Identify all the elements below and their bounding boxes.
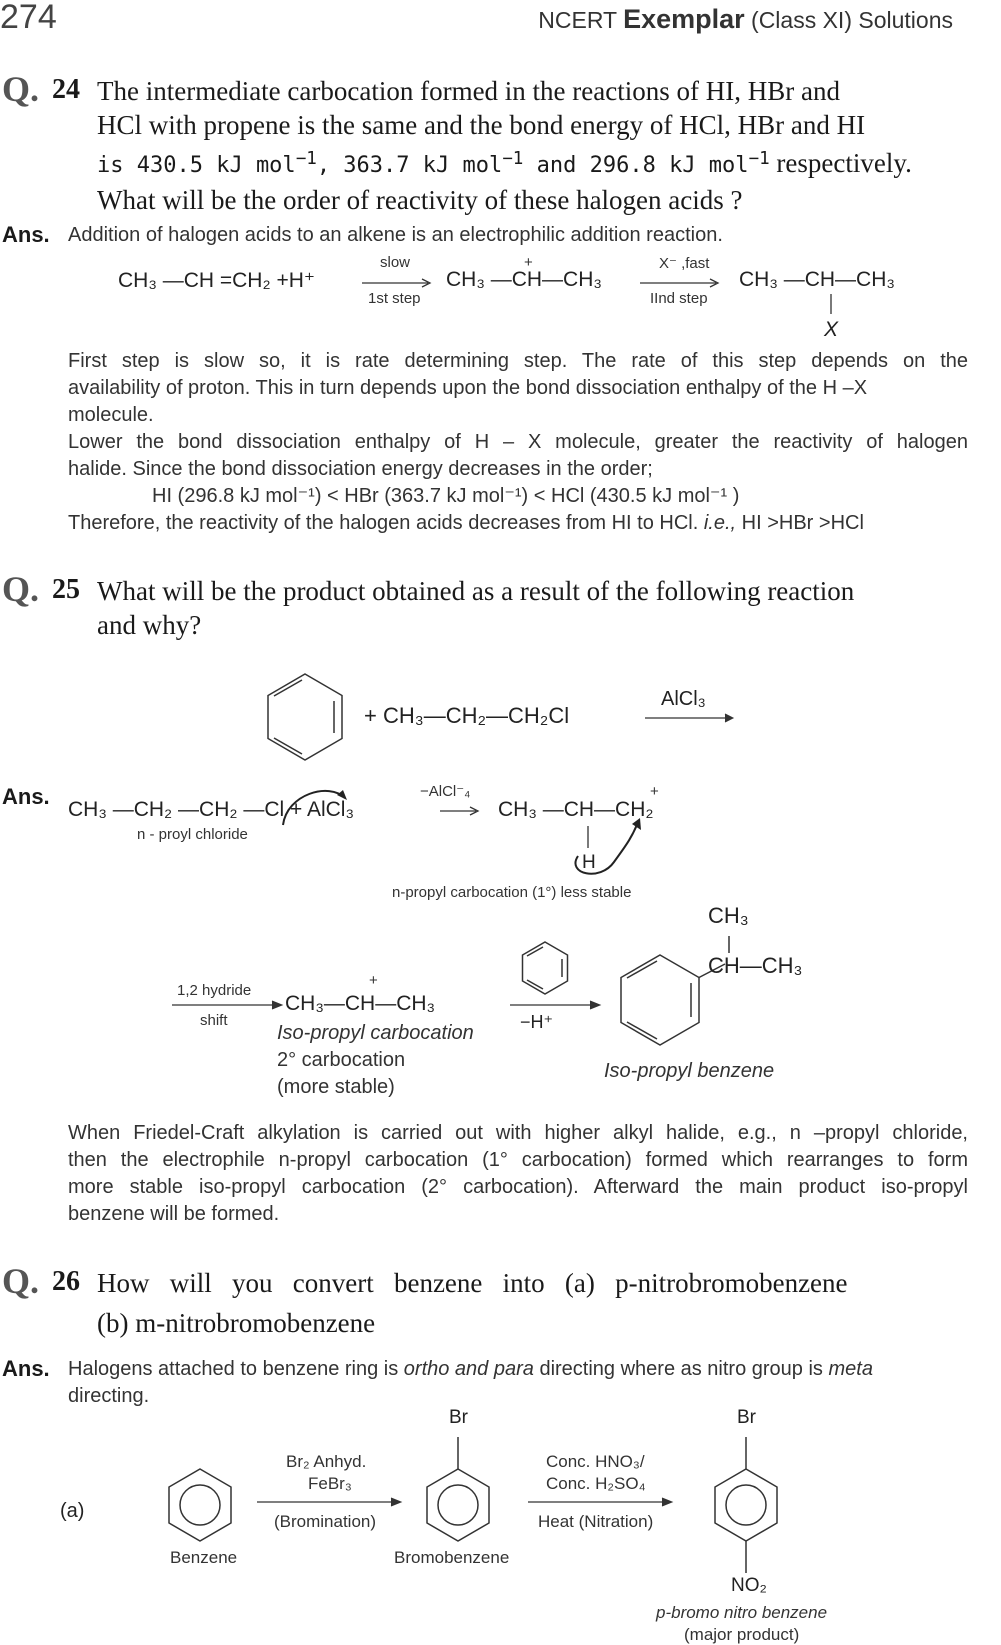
q25-step2-bottom: shift	[200, 1012, 228, 1029]
q25-step1-h: H	[582, 852, 596, 873]
q26-step1-arrow	[257, 1502, 258, 1503]
q25-hydride-bond	[588, 826, 589, 827]
q24-ans-label: Ans.	[2, 222, 50, 247]
q24-exp2: −1	[502, 149, 524, 169]
q26-product-ring	[746, 1505, 747, 1506]
q24-mark: Q.	[2, 69, 40, 109]
q25-ans-label: Ans.	[2, 784, 50, 809]
header-prefix: NCERT	[538, 7, 624, 33]
q26-ans-line2: directing.	[68, 1385, 150, 1407]
q24-product: CH₃ —CH—CH₃	[739, 268, 895, 291]
q25-number: 25	[52, 574, 80, 605]
q25-para	[68, 1120, 968, 1228]
q24-energy-post: respectively.	[769, 148, 912, 178]
q24-bond	[831, 294, 832, 295]
q24-step1-bottom: 1st step	[368, 290, 421, 307]
q25-step2-label2: 2° carbocation	[277, 1049, 406, 1071]
q25-step2-label3: (more stable)	[277, 1076, 395, 1098]
q24-step2-bottom: IInd step	[650, 290, 708, 307]
q25-final-side: CH—CH₃	[708, 953, 803, 978]
q25-product-ring	[660, 1000, 661, 1001]
q24-para1-line3: molecule.	[68, 404, 154, 426]
q26-step2-arrow	[528, 1502, 529, 1503]
q25-step1-arrow	[440, 811, 441, 812]
q25-step1-reactant: CH₃ —CH₂ —CH₂ —Cl + AlCl₃	[68, 798, 355, 821]
q25-reactant-label: n - proyl chloride	[137, 826, 248, 843]
q25-step1-product-label: n-propyl carbocation (1°) less stable	[392, 884, 632, 901]
q24-line2: HCl with propene is the same and the bond energy of HCl, HBr and HI	[97, 110, 866, 140]
q24-reactant: CH₃ —CH =CH₂ +H⁺	[118, 269, 315, 292]
q26-ans-text	[68, 1356, 968, 1410]
q24-arrow2	[640, 283, 641, 284]
q26-br-label: Br	[449, 1407, 468, 1428]
header-suffix: (Class XI) Solutions	[744, 7, 953, 33]
header-bold: Exemplar	[623, 4, 745, 34]
q25-reagent: + CH₃—CH₂—CH₂Cl	[364, 703, 570, 728]
q24-question	[97, 74, 977, 217]
q26-part-a: (a)	[60, 1500, 85, 1522]
q25-line2: and why?	[97, 610, 202, 640]
q25-question	[97, 574, 977, 642]
q26-ans-pre: Halogens attached to benzene ring is	[68, 1358, 404, 1380]
q24-para1-line2: availability of proton. This in turn depends upon the bond dissociation enthalpy of the H –X	[68, 377, 868, 399]
q24-energy-pre: is 430.5 kJ mol	[97, 153, 296, 178]
q25-final-top: CH₃	[708, 903, 749, 928]
q24-plus-charge: +	[524, 254, 533, 271]
q24-conclusion-ie: i.e.,	[703, 512, 737, 534]
q26-line1: How will you convert benzene into (a) p-nitrobromobenzene	[97, 1268, 848, 1298]
q26-bromobenzene	[458, 1505, 459, 1506]
q25-para-line4: benzene will be formed.	[68, 1203, 280, 1225]
q24-intermediate: CH₃ —CH—CH₃	[446, 268, 602, 291]
q26-step1-bottom: (Bromination)	[274, 1512, 377, 1531]
q25-catalyst: AlCl₃	[661, 688, 706, 710]
q25-para-line1: When Friedel-Craft alkylation is carried out with higher alkyl halide, e.g., n –propyl chloride,	[68, 1122, 968, 1144]
q24-arrow1	[362, 283, 363, 284]
q26-ans-label: Ans.	[2, 1356, 50, 1381]
q25-para-line3: more stable iso-propyl carbocation (2° carbocation). Afterward the main product iso-propyl	[68, 1176, 968, 1198]
q25-mark: Q.	[2, 569, 40, 609]
q25-step2-label1: Iso-propyl carbocation	[277, 1022, 474, 1044]
q25-para-line2: then the electrophile n-propyl carbocation (1° carbocation) formed which rearranges to form	[68, 1149, 968, 1171]
q25-final-label: Iso-propyl benzene	[604, 1060, 775, 1082]
q26-line2: (b) m-nitrobromobenzene	[97, 1308, 376, 1338]
q25-step2-product: CH₃—CH—CH₃	[285, 992, 436, 1015]
q26-ans-mid: directing where as nitro group is	[533, 1358, 829, 1380]
q26-mark: Q.	[2, 1261, 40, 1301]
q24-step1-top: slow	[380, 254, 411, 271]
q24-para2-line1: Lower the bond dissociation enthalpy of H – X molecule, greater the reactivity of halogen	[68, 431, 968, 453]
q24-energy-mid1: , 363.7 kJ mol	[316, 153, 503, 178]
q25-step2-top: 1,2 hydride	[177, 982, 252, 999]
q26-ans-it2: meta	[828, 1358, 873, 1380]
q26-benzene	[200, 1505, 201, 1506]
running-header	[538, 4, 953, 35]
q24-para1	[68, 348, 968, 537]
q25-plus-charge: +	[650, 783, 659, 800]
q25-step1-product: CH₃ —CH—CH₂	[498, 798, 654, 821]
q24-order: HI (296.8 kJ mol⁻¹) < HBr (363.7 kJ mol⁻¹) < HCl (430.5 kJ mol⁻¹ )	[152, 485, 740, 507]
page-number: 274	[0, 0, 57, 36]
q26-ans-line1	[68, 1356, 968, 1383]
q26-step2-top1: Conc. HNO₃/	[546, 1452, 645, 1471]
q25-curved-arrow	[283, 800, 284, 801]
q24-exp1: −1	[295, 149, 317, 169]
q24-step2-top: X⁻ ,fast	[659, 255, 710, 272]
q25-step2-plus: +	[369, 972, 378, 989]
q25-benzene-ring	[305, 717, 306, 718]
q24-ans-intro: Addition of halogen acids to an alkene is an electrophilic addition reaction.	[68, 224, 723, 246]
q24-number: 24	[52, 74, 80, 105]
q24-energy-mid2: and 296.8 kJ mol	[523, 153, 749, 178]
q26-step1-top2: FeBr₃	[308, 1474, 352, 1493]
q25-line1: What will be the product obtained as a result of the following reaction	[97, 576, 855, 606]
q24-para1-line1: First step is slow so, it is rate determining step. The rate of this step depends on the	[68, 350, 968, 372]
q24-conclusion-post: HI >HBr >HCl	[736, 512, 864, 534]
q26-bromobenzene-label: Bromobenzene	[394, 1548, 510, 1567]
q26-question	[97, 1266, 977, 1340]
q25-step2-labels	[277, 1020, 474, 1101]
q25-step3-benzene	[545, 968, 546, 969]
q24-line1: The intermediate carbocation formed in the reactions of HI, HBr and	[97, 76, 840, 106]
q24-exp3: −1	[748, 149, 770, 169]
q26-product-label1: p-bromo nitro benzene	[656, 1603, 828, 1622]
q26-number: 26	[52, 1266, 80, 1297]
q26-product-label2: (major product)	[684, 1625, 800, 1644]
q24-conclusion-pre: Therefore, the reactivity of the halogen acids decreases from HI to HCl.	[68, 512, 704, 534]
q25-step3-arrow	[510, 1005, 511, 1006]
q25-step1-arrow-label: −AlCl⁻₄	[420, 783, 471, 800]
q26-no2-label: NO₂	[731, 1575, 767, 1596]
q25-step3-bottom: −H⁺	[520, 1012, 554, 1032]
q26-step1-top1: Br₂ Anhyd.	[286, 1452, 367, 1471]
q26-br-label2: Br	[737, 1407, 756, 1428]
q24-para2-line2: halide. Since the bond dissociation energy decreases in the order;	[68, 458, 653, 480]
q26-ans-it1: ortho and para	[403, 1358, 534, 1380]
q24-line3	[97, 142, 977, 183]
q24-product-x: X	[824, 318, 839, 341]
q26-step2-top2: Conc. H₂SO₄	[546, 1474, 646, 1493]
q25-step2-arrow	[172, 1005, 173, 1006]
q26-step2-bottom: Heat (Nitration)	[538, 1512, 654, 1531]
q26-benzene-label: Benzene	[170, 1548, 238, 1567]
q24-line4: What will be the order of reactivity of these halogen acids ?	[97, 185, 743, 215]
q24-conclusion	[68, 510, 968, 537]
q25-arrow	[645, 718, 646, 719]
